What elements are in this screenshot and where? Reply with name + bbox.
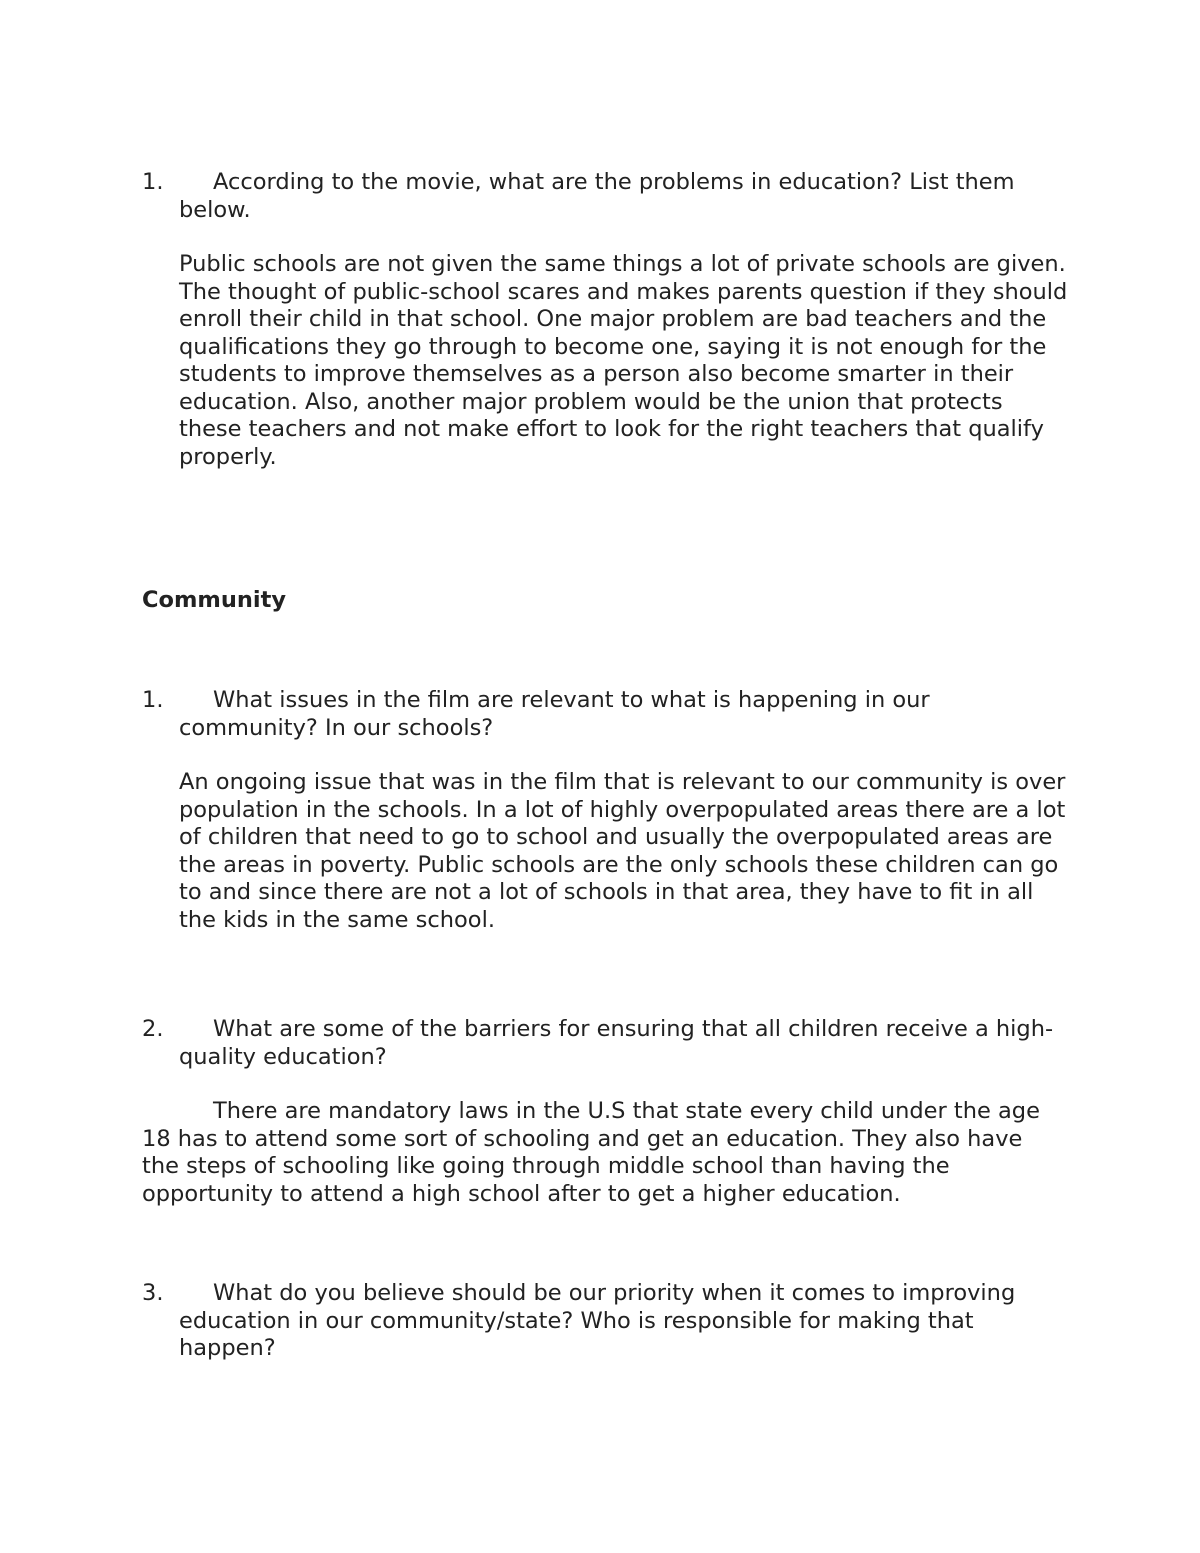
community-answer-2: There are mandatory laws in the U.S that state every child under the age 18 has to attend some sort of schooling and get an education. They also have the steps of schooling like going through middle school than having the opportunity to attend a high school after to get a higher education. [142, 1098, 1040, 1207]
question-text: What are some of the barriers for ensuring that all children receive a high-quality education? [179, 1016, 1054, 1070]
community-question-3 [142, 1280, 1062, 1363]
answer-1: Public schools are not given the same things a lot of private schools are given. The thought of public-school scares and makes parents question if they should enroll their child in that school. One major problem are bad teachers and the qualifications they go through to become one, saying it is not enough for the students to improve themselves as a person also become smarter in their education. Also, another major problem would be the union that protects these teachers and not make effort to look for the right teachers that qualify properly. [179, 251, 1068, 470]
community-question-1 [142, 687, 1062, 742]
question-number: 2. [142, 1016, 164, 1042]
question-text: According to the movie, what are the problems in education? List them below. [179, 169, 1015, 223]
community-answer-1: An ongoing issue that was in the film that is relevant to our community is over population in the schools. In a lot of highly overpopulated areas there are a lot of children that need to go to school and usually the overpopulated areas are the areas in poverty. Public schools are the only schools these children can go to and since there are not a lot of schools in that area, they have to fit in all the kids in the same school. [179, 769, 1066, 933]
section-heading-community: Community [142, 587, 287, 613]
question-text: What do you believe should be our priority when it comes to improving education in our community/state? Who is responsible for making that happen? [179, 1280, 1016, 1361]
question-number: 1. [142, 687, 164, 713]
question-number: 3. [142, 1280, 164, 1306]
community-question-2 [142, 1016, 1062, 1071]
question-1 [142, 169, 1062, 224]
question-number: 1. [142, 169, 164, 195]
question-text: What issues in the film are relevant to what is happening in our community? In our schools? [179, 687, 930, 741]
